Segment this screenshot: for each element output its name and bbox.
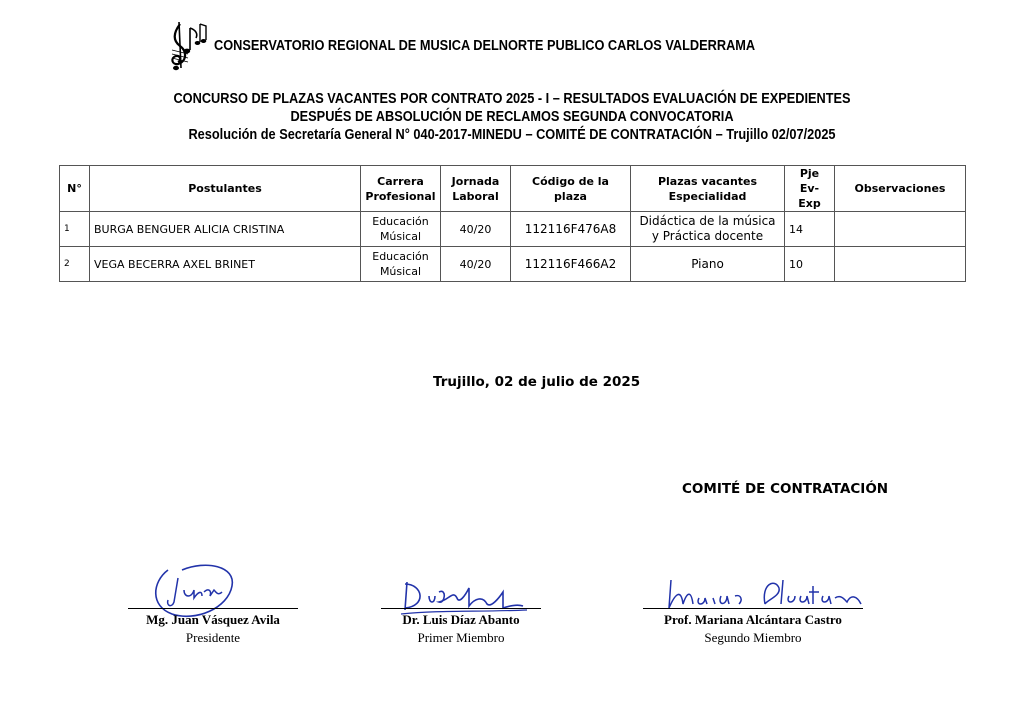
row-jornada: 40/20 (441, 212, 511, 247)
signer-name: Mg. Juan Vásquez Avila (146, 612, 280, 627)
row-observaciones (835, 247, 966, 282)
signer-role: Primer Miembro (417, 630, 505, 645)
header-carrera: Carrera Profesional (361, 166, 441, 212)
handwritten-signature-second-member (665, 574, 865, 616)
header-num: N° (60, 166, 90, 212)
header-pje: Pje Ev-Exp (785, 166, 835, 212)
signer-name: Dr. Luis Díaz Abanto (402, 612, 520, 627)
results-table (59, 165, 966, 282)
title-line-1: CONCURSO DE PLAZAS VACANTES POR CONTRATO 2025 - I – RESULTADOS EVALUACIÓN DE EXPEDIENTES (173, 91, 851, 107)
row-pje: 10 (785, 247, 835, 282)
table-header-row (60, 166, 966, 212)
row-plaza: Didáctica de la música y Práctica docente (631, 212, 785, 247)
header-codigo: Código de la plaza (511, 166, 631, 212)
table-row (60, 247, 966, 282)
signature-block-first-member (381, 600, 541, 660)
committee-label: COMITÉ DE CONTRATACIÓN (682, 481, 889, 497)
header-plazas: Plazas vacantes Especialidad (631, 166, 785, 212)
row-observaciones (835, 212, 966, 247)
row-plaza: Piano (631, 247, 785, 282)
row-codigo: 112116F466A2 (511, 247, 631, 282)
row-carrera: Educación Músical (361, 247, 441, 282)
signature-line (643, 608, 863, 609)
header-observaciones: Observaciones (835, 166, 966, 212)
row-num: 1 (60, 212, 90, 247)
row-name: BURGA BENGUER ALICIA CRISTINA (90, 212, 361, 247)
signature-block-second-member (643, 600, 863, 660)
institution-name: CONSERVATORIO REGIONAL DE MUSICA DELNORTE PUBLICO CARLOS VALDERRAMA (214, 38, 756, 54)
document-titles (0, 90, 1024, 144)
row-name: VEGA BECERRA AXEL BRINET (90, 247, 361, 282)
signer-role: Segundo Miembro (704, 630, 802, 645)
signature-block-president (128, 600, 298, 660)
document-date: Trujillo, 02 de julio de 2025 (433, 374, 641, 390)
row-carrera: Educación Músical (361, 212, 441, 247)
title-line-3: Resolución de Secretaría General N° 040-2017-MINEDU – COMITÉ DE CONTRATACIÓN – Trujillo 02/07/2025 (188, 127, 836, 143)
signer-name: Prof. Mariana Alcántara Castro (664, 612, 842, 627)
signature-line (128, 608, 298, 609)
row-codigo: 112116F476A8 (511, 212, 631, 247)
row-jornada: 40/20 (441, 247, 511, 282)
title-line-2: DESPUÉS DE ABSOLUCIÓN DE RECLAMOS SEGUNDA CONVOCATORIA (290, 109, 734, 125)
signature-line (381, 608, 541, 609)
row-num: 2 (60, 247, 90, 282)
music-note-logo-icon (166, 20, 210, 72)
signer-role: Presidente (185, 630, 241, 645)
table-row (60, 212, 966, 247)
header-postulantes: Postulantes (90, 166, 361, 212)
row-pje: 14 (785, 212, 835, 247)
header-jornada: Jornada Laboral (441, 166, 511, 212)
